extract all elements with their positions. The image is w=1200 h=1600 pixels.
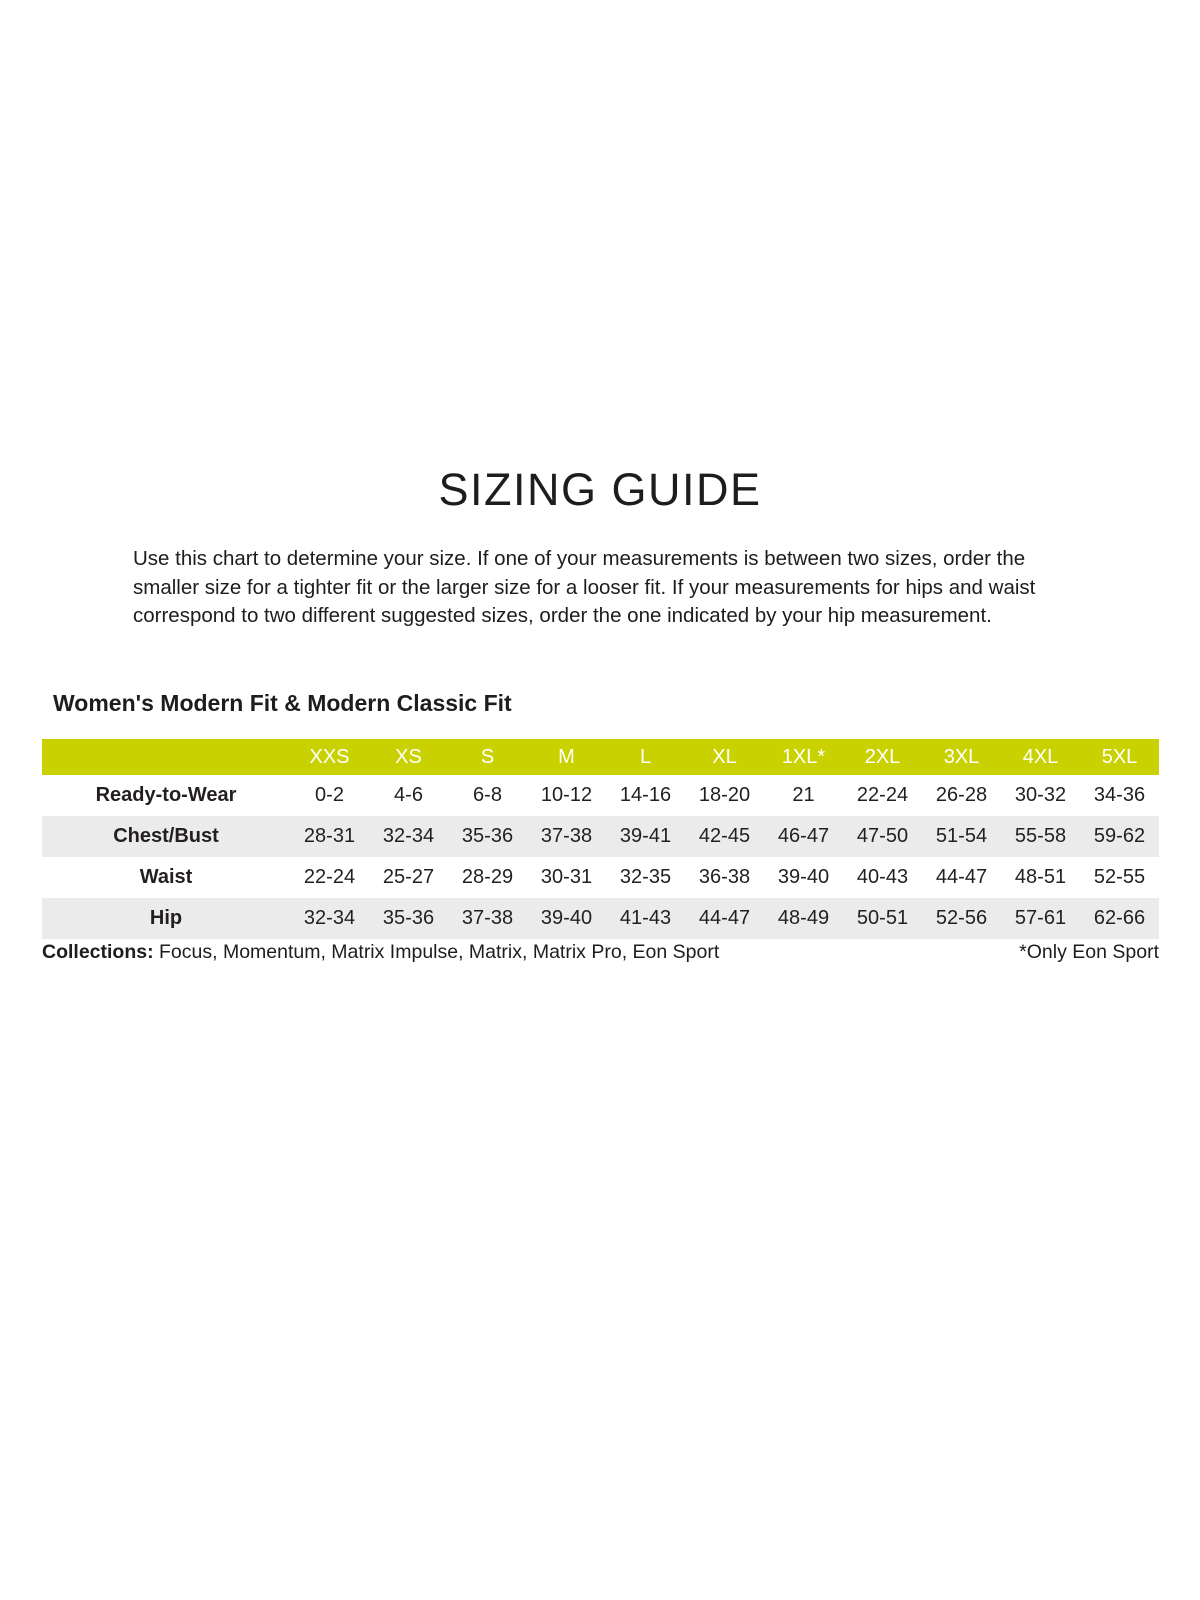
size-cell: 44-47 — [698, 907, 751, 929]
size-cell: 47-50 — [856, 825, 909, 847]
size-cell: 51-54 — [935, 825, 988, 847]
row-label-waist: Waist — [139, 866, 193, 888]
size-cell: 30-32 — [1014, 784, 1067, 806]
page-title: SIZING GUIDE — [438, 464, 762, 515]
header-cell-s: S — [480, 745, 495, 768]
header-cell-xxs: XXS — [309, 745, 350, 768]
size-cell: 50-51 — [856, 907, 909, 929]
header-cell-1xl: 1XL* — [781, 745, 826, 768]
size-cell: 22-24 — [856, 784, 909, 806]
size-cell: 39-41 — [619, 825, 672, 847]
header-cell-4xl: 4XL — [1022, 745, 1059, 768]
size-table — [42, 739, 1159, 939]
size-cell: 28-31 — [303, 825, 356, 847]
size-cell: 59-62 — [1093, 825, 1146, 847]
intro-text: Use this chart to determine your size. If one of your measurements is between two sizes, order the smaller size for a tighter fit or the larger size for a looser fit. If your measurements for hips and waist correspond to two different suggested sizes, order the one indicated by your hip measurement. — [133, 547, 1036, 627]
size-cell: 42-45 — [698, 825, 751, 847]
size-cell: 25-27 — [382, 866, 435, 888]
size-cell: 4-6 — [394, 784, 423, 806]
size-cell: 35-36 — [382, 907, 435, 929]
size-cell: 52-55 — [1093, 866, 1146, 888]
header-cell-5xl: 5XL — [1101, 745, 1138, 768]
collections-label: Collections: — [42, 941, 154, 963]
size-cell: 37-38 — [461, 907, 514, 929]
size-cell: 26-28 — [935, 784, 988, 806]
row-label-hip: Hip — [149, 907, 183, 929]
row-label-chest-bust: Chest/Bust — [113, 825, 219, 847]
header-cell-xl: XL — [712, 745, 737, 768]
size-cell: 62-66 — [1093, 907, 1146, 929]
size-cell: 36-38 — [698, 866, 751, 888]
size-cell: 41-43 — [619, 907, 672, 929]
table-title: Women's Modern Fit & Modern Classic Fit — [53, 690, 512, 716]
header-cell-l: L — [639, 745, 652, 768]
header-cell-3xl: 3XL — [943, 745, 980, 768]
size-cell: 14-16 — [619, 784, 672, 806]
table-row-hip — [42, 898, 1159, 939]
size-cell: 37-38 — [540, 825, 593, 847]
size-cell: 18-20 — [698, 784, 751, 806]
size-cell: 32-35 — [619, 866, 672, 888]
size-cell: 28-29 — [461, 866, 514, 888]
size-cell: 30-31 — [540, 866, 593, 888]
size-cell: 39-40 — [540, 907, 593, 929]
header-cell-xs: XS — [395, 745, 422, 768]
size-cell: 55-58 — [1014, 825, 1067, 847]
size-cell: 35-36 — [461, 825, 514, 847]
size-cell: 21 — [792, 784, 815, 806]
row-label-ready-to-wear: Ready-to-Wear — [95, 784, 237, 806]
size-cell: 32-34 — [382, 825, 435, 847]
header-cell-m: M — [558, 745, 575, 768]
size-cell: 22-24 — [303, 866, 356, 888]
size-cell: 46-47 — [777, 825, 830, 847]
size-cell: 34-36 — [1093, 784, 1146, 806]
size-cell: 10-12 — [540, 784, 593, 806]
size-cell: 48-49 — [777, 907, 830, 929]
collections-footer — [42, 941, 1159, 964]
table-row-ready-to-wear — [42, 775, 1159, 816]
header-cell-2xl: 2XL — [864, 745, 901, 768]
size-cell: 48-51 — [1014, 866, 1067, 888]
size-cell: 6-8 — [473, 784, 502, 806]
collections-text — [42, 941, 719, 964]
size-cell: 57-61 — [1014, 907, 1067, 929]
table-row-chest-bust — [42, 816, 1159, 857]
footnote-only-eon-sport: *Only Eon Sport — [1019, 941, 1159, 963]
size-cell: 32-34 — [303, 907, 356, 929]
table-row-waist — [42, 857, 1159, 898]
size-cell: 44-47 — [935, 866, 988, 888]
size-cell: 40-43 — [856, 866, 909, 888]
size-table-header-row — [42, 739, 1159, 775]
size-cell: 39-40 — [777, 866, 830, 888]
size-cell: 52-56 — [935, 907, 988, 929]
size-cell: 0-2 — [315, 784, 344, 806]
collections-list: Focus, Momentum, Matrix Impulse, Matrix, Matrix Pro, Eon Sport — [153, 941, 720, 963]
